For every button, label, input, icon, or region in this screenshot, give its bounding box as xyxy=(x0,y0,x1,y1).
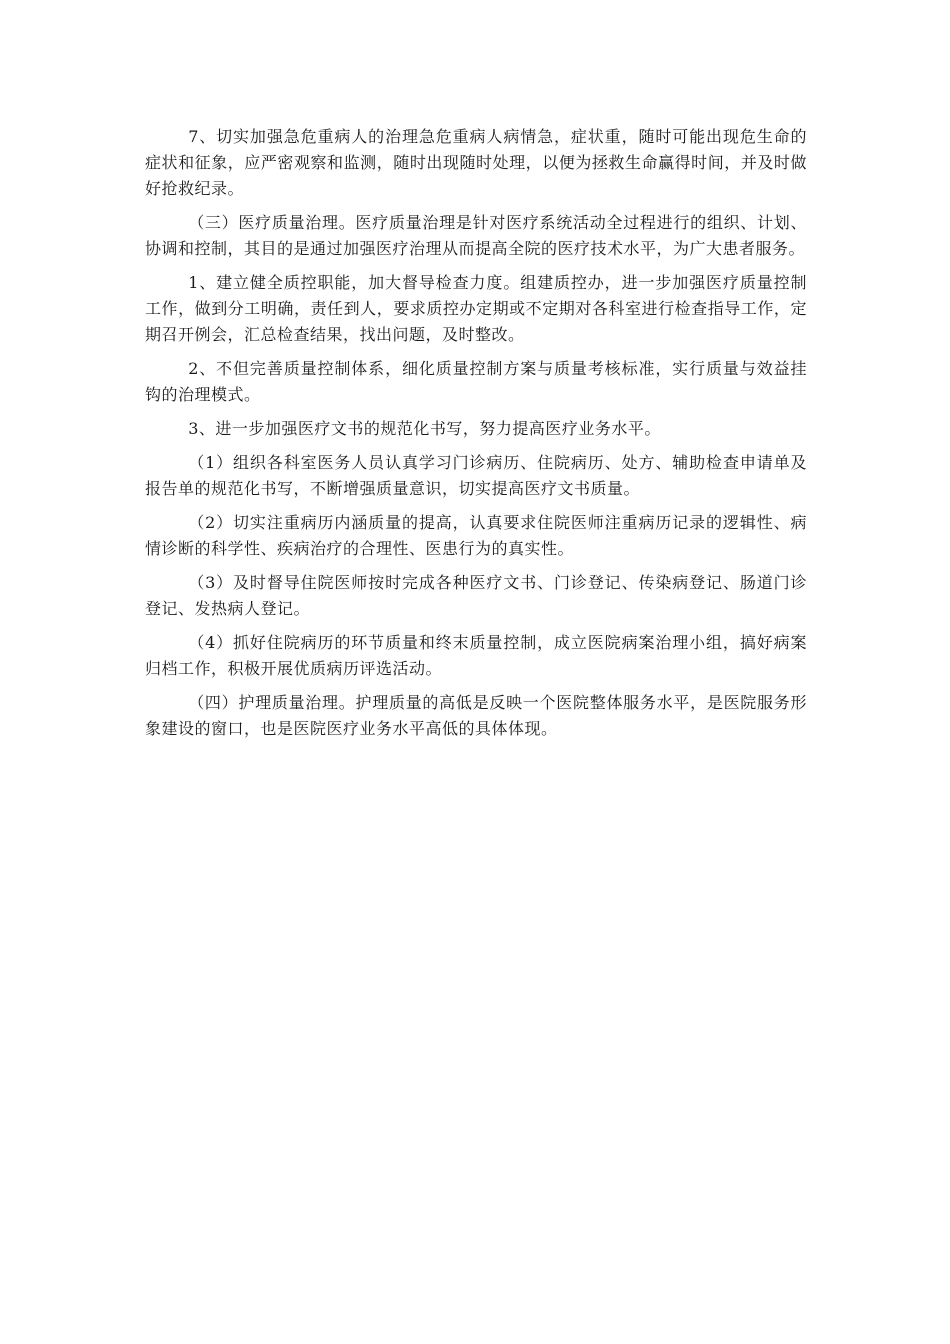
paragraph-item-1: 1、建立健全质控职能，加大督导检查力度。组建质控办，进一步加强医疗质量控制工作，做到分工明确，责任到人，要求质控办定期或不定期对各科室进行检查指导工作，定期召开例会，汇总检查结果，找出问题，及时整改。 xyxy=(145,273,807,344)
paragraph-section-3-medical-quality: （三）医疗质量治理。医疗质量治理是针对医疗系统活动全过程进行的组织、计划、协调和控制，其目的是通过加强医疗治理从而提高全院的医疗技术水平，为广大患者服务。 xyxy=(145,213,807,258)
paragraph-section-4-nursing-quality: （四）护理质量治理。护理质量的高低是反映一个医院整体服务水平，是医院服务形象建设的窗口，也是医院医疗业务水平高低的具体体现。 xyxy=(145,693,807,738)
paragraph-subitem-2: （2）切实注重病历内涵质量的提高，认真要求住院医师注重病历记录的逻辑性、病情诊断的科学性、疾病治疗的合理性、医患行为的真实性。 xyxy=(145,513,807,558)
paragraph-subitem-1: （1）组织各科室医务人员认真学习门诊病历、住院病历、处方、辅助检查申请单及报告单的规范化书写，不断增强质量意识，切实提高医疗文书质量。 xyxy=(145,453,807,498)
paragraph-subitem-4: （4）抓好住院病历的环节质量和终末质量控制，成立医院病案治理小组，搞好病案归档工作，积极开展优质病历评选活动。 xyxy=(145,633,807,678)
document-body xyxy=(145,124,807,750)
paragraph-subitem-3: （3）及时督导住院医师按时完成各种医疗文书、门诊登记、传染病登记、肠道门诊登记、发热病人登记。 xyxy=(145,573,807,618)
paragraph-item-7: 7、切实加强急危重病人的治理急危重病人病情急，症状重，随时可能出现危生命的症状和征象，应严密观察和监测，随时出现随时处理，以便为拯救生命赢得时间，并及时做好抢救纪录。 xyxy=(145,127,807,198)
paragraph-item-3: 3、进一步加强医疗文书的规范化书写，努力提高医疗业务水平。 xyxy=(188,419,661,438)
paragraph-item-2: 2、不但完善质量控制体系，细化质量控制方案与质量考核标准，实行质量与效益挂钩的治理模式。 xyxy=(145,359,807,404)
